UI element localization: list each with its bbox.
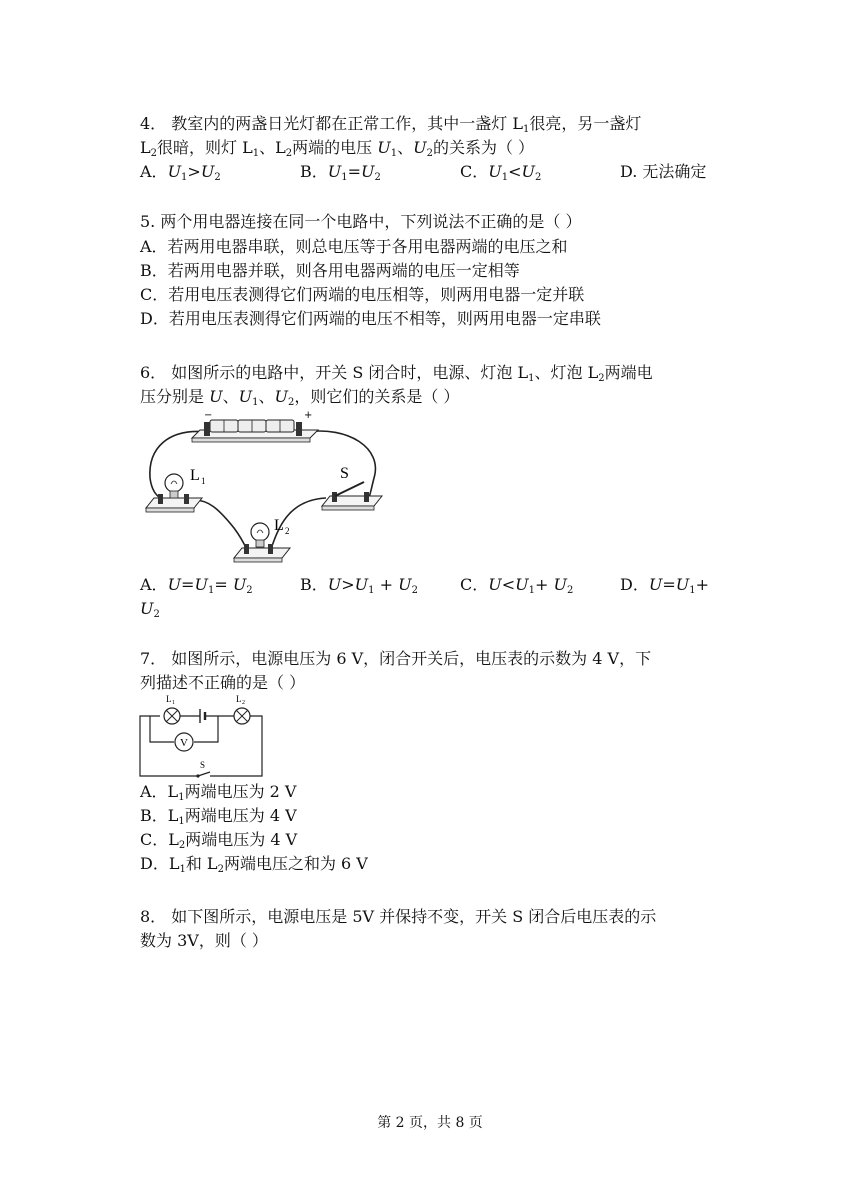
q5-option-b[interactable]: B．若两用电器并联，则各用电器两端的电压一定相等 bbox=[140, 261, 520, 280]
lamp-l1-subscript: 1 bbox=[201, 476, 206, 486]
q6-option-a[interactable]: A．$U=U_1= U_2$ bbox=[140, 575, 253, 596]
q7-lamp-l1 bbox=[164, 694, 180, 724]
battery-plus-label: + bbox=[304, 410, 313, 421]
q7-option-c[interactable]: C．$L_2$两端电压为 4 V bbox=[140, 830, 298, 851]
q7-lamp-l2 bbox=[234, 694, 250, 724]
lamp-l1-label: L bbox=[190, 467, 200, 484]
q4-stem-line1: 4． 教室内的两盏日光灯都在正常工作，其中一盏灯 $L_1$很亮，另一盏灯 bbox=[140, 114, 642, 135]
lamp-l1 bbox=[146, 467, 206, 512]
q7-l2-subscript: 2 bbox=[242, 700, 245, 706]
switch-s bbox=[322, 465, 382, 510]
q5-option-c[interactable]: C．若用电压表测得它们两端的电压相等，则两用电器一定并联 bbox=[140, 285, 585, 304]
q6-circuit-figure bbox=[138, 408, 388, 570]
q4-option-d[interactable]: D. 无法确定 bbox=[620, 162, 707, 181]
q6-option-c[interactable]: C．$U<U_1+ U_2$ bbox=[460, 575, 574, 596]
q6-option-d-wrap: $U_2$ bbox=[140, 599, 160, 620]
q7-option-d[interactable]: D．$L_1$和 $L_2$两端电压之和为 6 V bbox=[140, 854, 368, 875]
q7-l2-label: L bbox=[236, 694, 242, 704]
q5-option-d[interactable]: D．若用电压表测得它们两端的电压不相等，则两用电器一定串联 bbox=[140, 309, 601, 328]
q7-option-b[interactable]: B．$L_1$两端电压为 4 V bbox=[140, 806, 297, 827]
q6-stem-line1: 6． 如图所示的电路中，开关 S 闭合时，电源、灯泡 $L_1$、灯泡 $L_2$两端电 bbox=[140, 363, 653, 384]
q7-option-a[interactable]: A．$L_1$两端电压为 2 V bbox=[140, 782, 297, 803]
q7-voltmeter bbox=[175, 733, 193, 751]
q6-stem-line2: 压分别是 U、$U_1$、$U_2$，则它们的关系是（ ） bbox=[140, 387, 460, 408]
switch-s-label: S bbox=[340, 465, 349, 482]
q8-stem-line2: 数为 3V，则（ ） bbox=[140, 931, 268, 950]
q7-circuit-figure bbox=[138, 690, 264, 780]
lamp-l2-label: L bbox=[274, 517, 284, 534]
q7-switch bbox=[196, 760, 210, 778]
q6-option-b[interactable]: B．$U>U_1 + U_2$ bbox=[300, 575, 418, 596]
q7-voltmeter-label: V bbox=[180, 737, 188, 749]
q8-stem-line1: 8． 如下图所示，电源电压是 5V 并保持不变，开关 S 闭合后电压表的示 bbox=[140, 907, 657, 926]
q7-switch-label: S bbox=[200, 760, 206, 770]
q7-l1-subscript: 1 bbox=[172, 700, 175, 706]
q6-option-d[interactable]: D．$U=U_1+$ bbox=[620, 575, 709, 596]
battery-minus-label: − bbox=[204, 410, 213, 421]
q5-stem: 5. 两个用电器连接在同一个电路中，下列说法不正确的是（ ） bbox=[140, 212, 582, 231]
page-footer: 第 2 页，共 8 页 bbox=[377, 1115, 483, 1131]
q7-l1-label: L bbox=[166, 694, 172, 704]
q5-option-a[interactable]: A．若两用电器串联，则总电压等于各用电器两端的电压之和 bbox=[140, 237, 568, 256]
q4-option-b[interactable]: B．$U_1=U_2$ bbox=[300, 162, 381, 183]
battery-holder bbox=[192, 410, 318, 442]
q4-stem-line2: $L_2$很暗，则灯 $L_1$、$L_2$两端的电压 $U_1$、$U_2$的关系为（ ） bbox=[140, 138, 535, 159]
q4-option-c[interactable]: C．$U_1<U_2$ bbox=[460, 162, 542, 183]
q7-stem-line1: 7． 如图所示，电源电压为 6 V，闭合开关后，电压表的示数为 4 V，下 bbox=[140, 649, 652, 668]
q4-option-a[interactable]: A．$U_1>U_2$ bbox=[140, 162, 221, 183]
lamp-l2-subscript: 2 bbox=[285, 526, 290, 536]
q7-stem-line2: 列描述不正确的是（ ） bbox=[140, 673, 306, 692]
